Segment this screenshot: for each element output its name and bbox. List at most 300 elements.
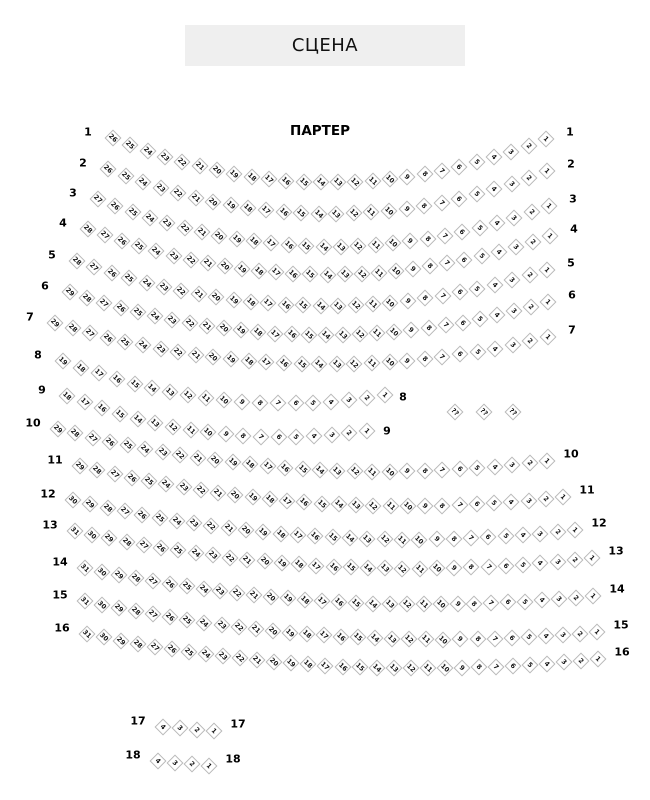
seat[interactable]	[314, 592, 331, 609]
seat[interactable]	[100, 161, 117, 178]
seat[interactable]	[164, 311, 181, 328]
seat[interactable]	[434, 162, 451, 179]
seat[interactable]	[162, 383, 179, 400]
seat[interactable]	[399, 352, 416, 369]
seat[interactable]	[187, 346, 204, 363]
seat[interactable]	[251, 262, 268, 279]
seat[interactable]	[206, 723, 223, 740]
seat[interactable]	[434, 348, 451, 365]
seat[interactable]	[359, 389, 376, 406]
seat[interactable]	[230, 619, 247, 636]
seat[interactable]	[105, 130, 122, 147]
seat[interactable]	[201, 758, 218, 775]
seat[interactable]	[270, 429, 287, 446]
seat[interactable]	[94, 400, 111, 417]
seat[interactable]	[402, 233, 419, 250]
seat[interactable]	[487, 658, 504, 675]
seat[interactable]	[111, 405, 128, 422]
seat[interactable]	[111, 600, 128, 617]
seat[interactable]	[280, 590, 297, 607]
seat[interactable]	[141, 473, 158, 490]
seat[interactable]	[381, 354, 398, 371]
seat[interactable]	[69, 253, 86, 270]
seat[interactable]	[50, 421, 67, 438]
seat[interactable]	[420, 320, 437, 337]
seat[interactable]	[137, 440, 154, 457]
seat[interactable]	[291, 556, 308, 573]
seat[interactable]	[194, 223, 211, 240]
seat[interactable]	[65, 492, 82, 509]
seat[interactable]	[269, 395, 286, 412]
seat[interactable]	[121, 269, 138, 286]
seat[interactable]	[359, 423, 376, 440]
seat[interactable]	[205, 349, 222, 366]
seat[interactable]	[147, 308, 164, 325]
seat[interactable]	[451, 346, 468, 363]
seat[interactable]	[466, 595, 483, 612]
seat[interactable]	[293, 356, 310, 373]
seat[interactable]	[158, 476, 175, 493]
seat[interactable]	[159, 214, 176, 231]
seat[interactable]	[330, 174, 347, 191]
seat[interactable]	[277, 296, 294, 313]
seat[interactable]	[224, 454, 241, 471]
seat[interactable]	[106, 466, 123, 483]
seat[interactable]	[94, 596, 111, 613]
seat[interactable]	[486, 495, 503, 512]
seat[interactable]	[123, 469, 140, 486]
seat[interactable]	[200, 424, 217, 441]
seat[interactable]	[468, 154, 485, 171]
seat[interactable]	[453, 659, 470, 676]
seat[interactable]	[500, 594, 517, 611]
seat[interactable]	[416, 351, 433, 368]
seat[interactable]	[180, 387, 197, 404]
seat[interactable]	[488, 215, 505, 232]
seat[interactable]	[486, 458, 503, 475]
seat[interactable]	[164, 641, 181, 658]
seat[interactable]	[347, 296, 364, 313]
seat[interactable]	[147, 638, 164, 655]
seat[interactable]	[454, 223, 471, 240]
seat[interactable]	[411, 531, 428, 548]
seat[interactable]	[64, 320, 81, 337]
seat[interactable]	[264, 622, 281, 639]
seat[interactable]	[153, 539, 170, 556]
seat[interactable]	[190, 286, 207, 303]
seat[interactable]	[554, 626, 571, 643]
seat[interactable]	[82, 325, 99, 342]
seat[interactable]	[393, 531, 410, 548]
seat[interactable]	[380, 202, 397, 219]
seat[interactable]	[417, 290, 434, 307]
seat[interactable]	[504, 337, 521, 354]
seat[interactable]	[507, 239, 524, 256]
seat[interactable]	[566, 551, 583, 568]
seat[interactable]	[504, 657, 521, 674]
seat[interactable]	[323, 393, 340, 410]
seat[interactable]	[415, 596, 432, 613]
seat[interactable]	[505, 303, 522, 320]
seat[interactable]	[59, 388, 76, 405]
seat[interactable]	[540, 329, 557, 346]
seat[interactable]	[117, 333, 134, 350]
seat[interactable]	[215, 648, 232, 665]
seat[interactable]	[419, 230, 436, 247]
seat[interactable]	[261, 491, 278, 508]
seat[interactable]	[451, 190, 468, 207]
seat[interactable]	[399, 498, 416, 515]
seat[interactable]	[76, 394, 93, 411]
seat[interactable]	[204, 547, 221, 564]
seat[interactable]	[416, 463, 433, 480]
seat[interactable]	[102, 433, 119, 450]
special-seat[interactable]	[447, 404, 464, 421]
seat[interactable]	[381, 596, 398, 613]
seat[interactable]	[208, 289, 225, 306]
seat[interactable]	[272, 525, 289, 542]
seat[interactable]	[399, 168, 416, 185]
seat[interactable]	[452, 631, 469, 648]
seat[interactable]	[449, 596, 466, 613]
seat[interactable]	[77, 560, 94, 577]
seat[interactable]	[311, 356, 328, 373]
seat[interactable]	[128, 603, 145, 620]
seat[interactable]	[170, 344, 187, 361]
seat[interactable]	[287, 395, 304, 412]
seat[interactable]	[266, 325, 283, 342]
seat[interactable]	[118, 533, 135, 550]
seat[interactable]	[77, 593, 94, 610]
seat[interactable]	[384, 630, 401, 647]
seat[interactable]	[164, 418, 181, 435]
seat[interactable]	[47, 315, 64, 332]
seat[interactable]	[216, 392, 233, 409]
seat[interactable]	[451, 158, 468, 175]
seat[interactable]	[515, 556, 532, 573]
seat[interactable]	[152, 340, 169, 357]
seat[interactable]	[228, 230, 245, 247]
seat[interactable]	[335, 326, 352, 343]
seat[interactable]	[402, 660, 419, 677]
seat[interactable]	[148, 243, 165, 260]
seat[interactable]	[480, 529, 497, 546]
seat[interactable]	[232, 322, 249, 339]
seat[interactable]	[213, 616, 230, 633]
seat[interactable]	[240, 352, 257, 369]
seat[interactable]	[258, 354, 275, 371]
seat[interactable]	[273, 554, 290, 571]
seat[interactable]	[278, 172, 295, 189]
seat[interactable]	[463, 530, 480, 547]
seat[interactable]	[376, 531, 393, 548]
seat[interactable]	[521, 267, 538, 284]
seat[interactable]	[334, 658, 351, 675]
seat[interactable]	[451, 461, 468, 478]
seat[interactable]	[411, 560, 428, 577]
seat[interactable]	[336, 266, 353, 283]
seat[interactable]	[503, 629, 520, 646]
seat[interactable]	[521, 455, 538, 472]
seat[interactable]	[182, 421, 199, 438]
seat[interactable]	[172, 720, 189, 737]
seat[interactable]	[445, 530, 462, 547]
seat[interactable]	[156, 148, 173, 165]
seat[interactable]	[255, 524, 272, 541]
seat[interactable]	[384, 235, 401, 252]
seat[interactable]	[86, 259, 103, 276]
seat[interactable]	[216, 258, 233, 275]
seat[interactable]	[328, 356, 345, 373]
seat[interactable]	[172, 447, 189, 464]
seat[interactable]	[184, 756, 201, 773]
seat[interactable]	[288, 429, 305, 446]
seat[interactable]	[312, 174, 329, 191]
seat[interactable]	[350, 237, 367, 254]
seat[interactable]	[451, 497, 468, 514]
seat[interactable]	[522, 333, 539, 350]
seat[interactable]	[212, 583, 229, 600]
seat[interactable]	[520, 137, 537, 154]
seat[interactable]	[377, 560, 394, 577]
seat[interactable]	[90, 365, 107, 382]
seat[interactable]	[191, 158, 208, 175]
seat[interactable]	[364, 172, 381, 189]
seat[interactable]	[124, 204, 141, 221]
seat[interactable]	[367, 236, 384, 253]
seat[interactable]	[521, 656, 538, 673]
seat[interactable]	[67, 425, 84, 442]
seat[interactable]	[346, 463, 363, 480]
seat[interactable]	[341, 425, 358, 442]
seat[interactable]	[332, 238, 349, 255]
seat[interactable]	[517, 593, 534, 610]
seat[interactable]	[147, 414, 164, 431]
seat[interactable]	[199, 255, 216, 272]
seat[interactable]	[346, 355, 363, 372]
seat[interactable]	[330, 297, 347, 314]
seat[interactable]	[419, 660, 436, 677]
seat[interactable]	[108, 370, 125, 387]
seat[interactable]	[246, 587, 263, 604]
seat[interactable]	[227, 487, 244, 504]
seat[interactable]	[330, 496, 347, 513]
seat[interactable]	[117, 167, 134, 184]
seat[interactable]	[490, 243, 507, 260]
seat[interactable]	[283, 655, 300, 672]
seat[interactable]	[486, 630, 503, 647]
seat[interactable]	[72, 458, 89, 475]
seat[interactable]	[232, 650, 249, 667]
seat[interactable]	[113, 632, 130, 649]
seat[interactable]	[540, 294, 557, 311]
seat[interactable]	[382, 498, 399, 515]
seat[interactable]	[368, 659, 385, 676]
seat[interactable]	[437, 317, 454, 334]
seat[interactable]	[331, 594, 348, 611]
seat[interactable]	[469, 631, 486, 648]
special-seat[interactable]	[505, 404, 522, 421]
seat[interactable]	[178, 578, 195, 595]
seat[interactable]	[226, 165, 243, 182]
seat[interactable]	[225, 291, 242, 308]
seat[interactable]	[345, 205, 362, 222]
seat[interactable]	[198, 389, 215, 406]
seat[interactable]	[97, 227, 114, 244]
seat[interactable]	[483, 595, 500, 612]
seat[interactable]	[454, 314, 471, 331]
seat[interactable]	[55, 353, 72, 370]
seat[interactable]	[229, 585, 246, 602]
seat[interactable]	[249, 652, 266, 669]
seat[interactable]	[451, 284, 468, 301]
seat[interactable]	[310, 205, 327, 222]
seat[interactable]	[181, 315, 198, 332]
seat[interactable]	[205, 193, 222, 210]
seat[interactable]	[403, 322, 420, 339]
seat[interactable]	[469, 280, 486, 297]
seat[interactable]	[247, 621, 264, 638]
seat[interactable]	[542, 228, 559, 245]
seat[interactable]	[432, 596, 449, 613]
seat[interactable]	[89, 462, 106, 479]
seat[interactable]	[439, 255, 456, 272]
seat[interactable]	[473, 248, 490, 265]
seat[interactable]	[359, 530, 376, 547]
seat[interactable]	[537, 490, 554, 507]
seat[interactable]	[541, 198, 558, 215]
seat[interactable]	[363, 204, 380, 221]
seat[interactable]	[522, 298, 539, 315]
seat[interactable]	[246, 233, 263, 250]
seat[interactable]	[488, 307, 505, 324]
seat[interactable]	[195, 580, 212, 597]
seat[interactable]	[144, 380, 161, 397]
seat[interactable]	[260, 295, 277, 312]
seat[interactable]	[364, 463, 381, 480]
seat[interactable]	[329, 462, 346, 479]
seat[interactable]	[72, 359, 89, 376]
seat[interactable]	[290, 527, 307, 544]
seat[interactable]	[524, 233, 541, 250]
seat[interactable]	[471, 311, 488, 328]
seat[interactable]	[114, 233, 131, 250]
seat[interactable]	[585, 588, 602, 605]
seat[interactable]	[416, 166, 433, 183]
seat[interactable]	[584, 550, 601, 567]
seat[interactable]	[416, 197, 433, 214]
seat[interactable]	[293, 205, 310, 222]
seat[interactable]	[417, 498, 434, 515]
seat[interactable]	[187, 545, 204, 562]
seat[interactable]	[220, 520, 237, 537]
seat[interactable]	[369, 325, 386, 342]
seat[interactable]	[377, 387, 394, 404]
seat[interactable]	[363, 355, 380, 372]
seat[interactable]	[235, 427, 252, 444]
seat[interactable]	[79, 289, 96, 306]
seat[interactable]	[298, 626, 315, 643]
seat[interactable]	[253, 428, 270, 445]
special-seat[interactable]	[476, 404, 493, 421]
seat[interactable]	[364, 295, 381, 312]
seat[interactable]	[486, 181, 503, 198]
seat[interactable]	[263, 588, 280, 605]
seat[interactable]	[315, 238, 332, 255]
seat[interactable]	[281, 624, 298, 641]
seat[interactable]	[370, 264, 387, 281]
seat[interactable]	[240, 199, 257, 216]
seat[interactable]	[222, 197, 239, 214]
seat[interactable]	[161, 575, 178, 592]
seat[interactable]	[306, 428, 323, 445]
seat[interactable]	[79, 626, 96, 643]
seat[interactable]	[333, 628, 350, 645]
seat[interactable]	[497, 528, 514, 545]
seat[interactable]	[116, 503, 133, 520]
seat[interactable]	[319, 266, 336, 283]
seat[interactable]	[446, 560, 463, 577]
seat[interactable]	[256, 553, 273, 570]
seat[interactable]	[110, 566, 127, 583]
seat[interactable]	[521, 169, 538, 186]
seat[interactable]	[208, 162, 225, 179]
seat[interactable]	[315, 627, 332, 644]
seat[interactable]	[313, 495, 330, 512]
seat[interactable]	[428, 560, 445, 577]
seat[interactable]	[503, 175, 520, 192]
seat[interactable]	[103, 264, 120, 281]
seat[interactable]	[422, 258, 439, 275]
seat[interactable]	[381, 463, 398, 480]
seat[interactable]	[113, 299, 130, 316]
seat[interactable]	[300, 656, 317, 673]
seat[interactable]	[173, 282, 190, 299]
seat[interactable]	[307, 528, 324, 545]
seat[interactable]	[341, 391, 358, 408]
seat[interactable]	[170, 184, 187, 201]
seat[interactable]	[539, 453, 556, 470]
seat[interactable]	[162, 609, 179, 626]
seat[interactable]	[122, 136, 139, 153]
seat[interactable]	[174, 153, 191, 170]
seat[interactable]	[469, 460, 486, 477]
seat[interactable]	[534, 592, 551, 609]
seat[interactable]	[239, 551, 256, 568]
seat[interactable]	[394, 560, 411, 577]
seat[interactable]	[428, 531, 445, 548]
seat[interactable]	[537, 628, 554, 645]
seat[interactable]	[155, 719, 172, 736]
seat[interactable]	[386, 323, 403, 340]
seat[interactable]	[80, 221, 97, 238]
seat[interactable]	[175, 479, 192, 496]
seat[interactable]	[539, 262, 556, 279]
seat[interactable]	[82, 495, 99, 512]
seat[interactable]	[297, 591, 314, 608]
seat[interactable]	[504, 457, 521, 474]
seat[interactable]	[233, 393, 250, 410]
seat[interactable]	[119, 437, 136, 454]
seat[interactable]	[243, 168, 260, 185]
seat[interactable]	[456, 252, 473, 269]
seat[interactable]	[470, 659, 487, 676]
seat[interactable]	[436, 660, 453, 677]
seat[interactable]	[131, 238, 148, 255]
seat[interactable]	[469, 343, 486, 360]
seat[interactable]	[350, 629, 367, 646]
seat[interactable]	[341, 530, 358, 547]
